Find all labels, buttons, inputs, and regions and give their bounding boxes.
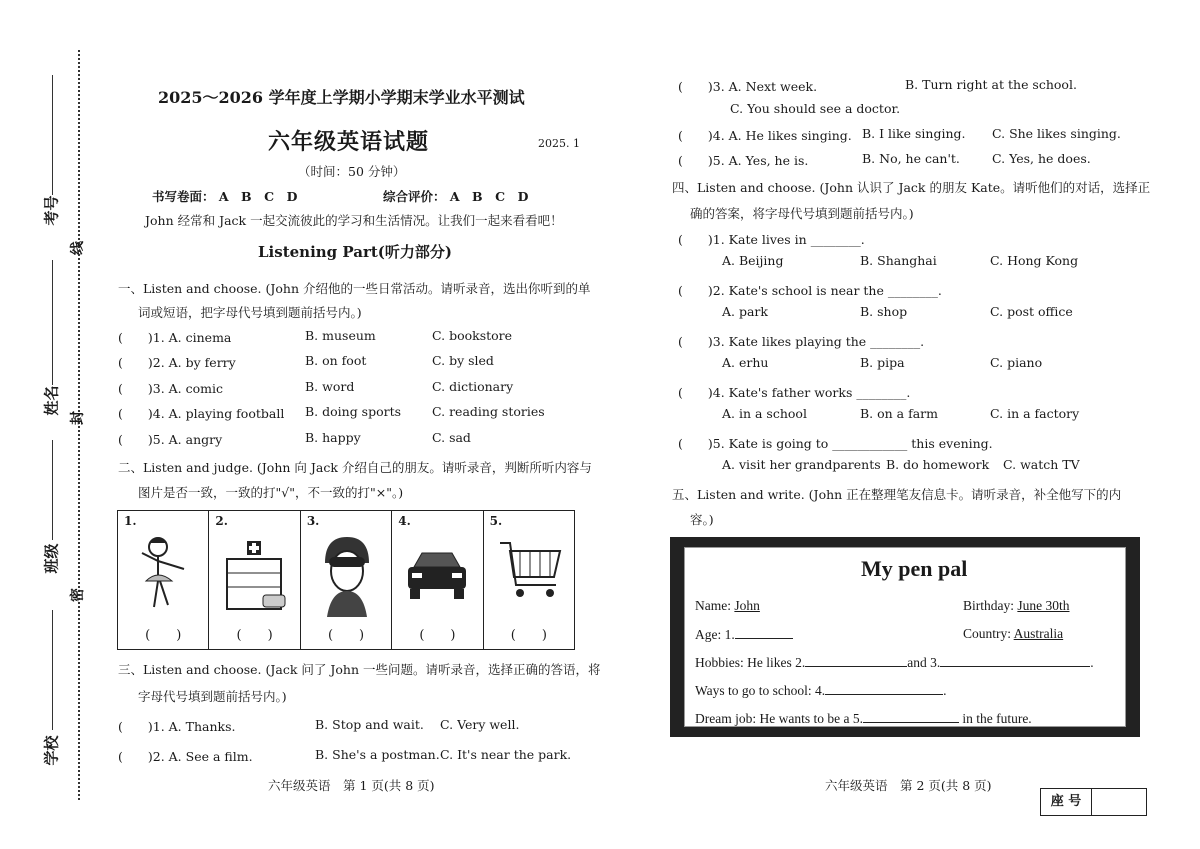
s3-q4[interactable]: ( )4. A. He likes singing. xyxy=(678,128,852,143)
s2-title-cont: 图片是否一致，一致的打"√"，不一致的打"×"。) xyxy=(138,485,404,500)
birthday-label: Birthday: xyxy=(963,598,1014,613)
hospital-icon xyxy=(219,529,289,619)
picture-number: 4. xyxy=(398,514,411,528)
s3-q2-b: B. She's a postman. xyxy=(315,747,440,762)
picture-number: 5. xyxy=(489,514,503,528)
s1-option-c-1: C. bookstore xyxy=(432,328,513,343)
page1-footer: 六年级英语 第 1 页(共 8 页) xyxy=(268,778,435,793)
hobbies-and: and 3. xyxy=(907,655,941,670)
s3-q2[interactable]: ( )2. A. See a film. xyxy=(118,749,253,764)
s4-option-c-3: C. piano xyxy=(990,355,1043,370)
age-blank[interactable] xyxy=(735,626,793,639)
s1-option-b-2: B. on foot xyxy=(305,353,367,368)
name-label: Name: xyxy=(695,598,731,613)
birthday-row xyxy=(963,598,1070,614)
school-field[interactable] xyxy=(52,610,53,730)
hobbies-row: Hobbies: He likes 2. and 3. . xyxy=(695,655,1094,670)
picture-strip xyxy=(117,510,575,650)
class-field[interactable] xyxy=(52,440,53,540)
s4-option-a-2: A. park xyxy=(722,304,768,319)
s3-q5-b: B. No, he can't. xyxy=(862,151,960,166)
dream-tail: in the future. xyxy=(962,711,1032,726)
exam-title: 2025～2026 学年度上学期小学期末学业水平测试 xyxy=(158,88,525,107)
s3-q3-c: C. You should see a doctor. xyxy=(730,101,901,116)
s1-option-c-3: C. dictionary xyxy=(432,379,514,394)
subject-title: 六年级英语试题 xyxy=(268,129,430,155)
s1-title: 一、Listen and choose. (John 介绍他的一些日常活动。请听录音，选出你听到的单 xyxy=(118,281,591,296)
s1-option-b-3: B. word xyxy=(305,379,355,394)
answer-paren-3[interactable]: ( ) xyxy=(327,628,365,643)
s1-option-c-2: C. by sled xyxy=(432,353,494,368)
picture-2 xyxy=(209,511,300,649)
hobbies-label: Hobbies: He likes 2. xyxy=(695,655,806,670)
ways-label: Ways to go to school: 4. xyxy=(695,683,826,698)
s4-option-a-1: A. Beijing xyxy=(722,253,784,268)
ways-blank[interactable] xyxy=(825,682,943,695)
birthday-value: June 30th xyxy=(1017,598,1070,613)
s3-q1-b: B. Stop and wait. xyxy=(315,717,424,732)
answer-paren-2[interactable]: ( ) xyxy=(236,628,273,643)
s3-q3[interactable]: ( )3. A. Next week. xyxy=(678,79,818,94)
s3-q1[interactable]: ( )1. A. Thanks. xyxy=(118,719,236,734)
name-value: John xyxy=(734,598,760,613)
pilot-icon xyxy=(311,529,381,619)
time-limit: （时间：50 分钟） xyxy=(298,164,406,179)
s4-option-c-1: C. Hong Kong xyxy=(990,253,1079,268)
grading-overall: 综合评价： A B C D xyxy=(383,189,529,204)
s3-q4-c: C. She likes singing. xyxy=(992,126,1121,141)
s4-question-2[interactable]: ( )2. Kate's school is near the ________. xyxy=(678,283,942,298)
picture-number: 2. xyxy=(215,514,228,528)
country-label: Country: xyxy=(963,626,1012,641)
hobby-blank-2[interactable] xyxy=(805,654,907,667)
s4-title-cont: 确的答案，将字母代号填到题前括号内。) xyxy=(690,206,914,221)
picture-1 xyxy=(118,511,209,649)
s1-option-c-5: C. sad xyxy=(432,430,471,445)
seat-number-field[interactable] xyxy=(1092,789,1146,815)
school-label: 学校 xyxy=(42,735,61,766)
answer-paren-1[interactable]: ( ) xyxy=(145,628,182,643)
s4-question-4[interactable]: ( )4. Kate's father works ________. xyxy=(678,385,911,400)
binding-char-secret: 密 xyxy=(70,588,86,602)
card-title: My pen pal xyxy=(861,556,968,581)
seat-number-box xyxy=(1040,788,1147,816)
s3-title-cont: 字母代号填到题前括号内。) xyxy=(138,689,287,704)
country-row xyxy=(963,626,1063,642)
s4-option-c-4: C. in a factory xyxy=(990,406,1080,421)
s4-option-a-4: A. in a school xyxy=(722,406,807,421)
s4-option-a-3: A. erhu xyxy=(722,355,769,370)
s4-question-3[interactable]: ( )3. Kate likes playing the ________. xyxy=(678,334,925,349)
name-row xyxy=(695,598,760,614)
ballerina-icon xyxy=(128,529,198,619)
name-field[interactable] xyxy=(52,260,53,385)
class-label: 班级 xyxy=(42,543,61,574)
exam-number-label: 考号 xyxy=(42,195,61,226)
s4-question-5[interactable]: ( )5. Kate is going to ____________ this evening. xyxy=(678,436,993,451)
seat-number-label: 座 号 xyxy=(1041,789,1092,815)
s4-option-b-3: B. pipa xyxy=(860,355,905,370)
s4-question-1[interactable]: ( )1. Kate lives in ________. xyxy=(678,232,865,247)
s3-title: 三、Listen and choose. (Jack 问了 John 一些问题。请听录音，选择正确的答语，将 xyxy=(118,662,601,677)
age-row xyxy=(695,626,793,643)
s1-question-5[interactable]: ( )5. A. angry xyxy=(118,432,223,447)
page2-footer: 六年级英语 第 2 页(共 8 页) xyxy=(825,778,992,793)
s1-question-1[interactable]: ( )1. A. cinema xyxy=(118,330,232,345)
name-label: 姓名 xyxy=(42,385,61,416)
s4-option-a-5: A. visit her grandparents xyxy=(722,457,881,472)
picture-3 xyxy=(301,511,392,649)
binding-dotted-line xyxy=(78,50,80,800)
s3-q2-c: C. It's near the park. xyxy=(440,747,572,762)
s1-option-b-1: B. museum xyxy=(305,328,376,343)
dream-label: Dream job: He wants to be a 5. xyxy=(695,711,863,726)
s4-option-b-2: B. shop xyxy=(860,304,908,319)
s1-option-b-4: B. doing sports xyxy=(305,404,402,419)
hobby-blank-3[interactable] xyxy=(940,654,1090,667)
answer-paren-4[interactable]: ( ) xyxy=(419,628,456,643)
exam-date: 2025. 1 xyxy=(538,137,580,150)
shopping-cart-icon xyxy=(494,529,564,619)
picture-number: 1. xyxy=(124,514,137,528)
s3-q4-b: B. I like singing. xyxy=(862,126,966,141)
exam-number-field[interactable] xyxy=(52,75,53,195)
s1-option-b-5: B. happy xyxy=(305,430,361,445)
intro-text: John 经常和 Jack 一起交流彼此的学习和生活情况。让我们一起来看看吧！ xyxy=(145,213,563,228)
s3-q5[interactable]: ( )5. A. Yes, he is. xyxy=(678,153,809,168)
age-label: Age: 1. xyxy=(695,627,735,642)
dream-row xyxy=(695,710,1032,727)
pen-pal-card-body xyxy=(684,547,1126,727)
car-icon xyxy=(402,529,472,619)
picture-5 xyxy=(484,511,574,649)
s4-option-c-2: C. post office xyxy=(990,304,1073,319)
s3-q5-c: C. Yes, he does. xyxy=(992,151,1091,166)
grading-writing: 书写卷面： A B C D xyxy=(152,189,298,204)
s4-title: 四、Listen and choose. (John 认识了 Jack 的朋友 Kate。请听他们的对话，选择正 xyxy=(672,180,1151,195)
s5-title-cont: 容。) xyxy=(690,512,714,527)
s4-option-b-4: B. on a farm xyxy=(860,406,939,421)
ways-row: Ways to go to school: 4. . xyxy=(695,683,947,698)
s2-title: 二、Listen and judge. (John 向 Jack 介绍自己的朋友。请听录音，判断所听内容与 xyxy=(118,460,592,475)
s4-option-b-5: B. do homework xyxy=(886,457,990,472)
answer-paren-5[interactable]: ( ) xyxy=(510,628,547,643)
pen-pal-card xyxy=(670,537,1140,737)
listening-part-heading: Listening Part(听力部分) xyxy=(258,243,453,261)
s1-question-3[interactable]: ( )3. A. comic xyxy=(118,381,224,396)
picture-number: 3. xyxy=(306,514,320,528)
binding-char-line: 线 xyxy=(70,241,86,255)
picture-4 xyxy=(392,511,483,649)
s3-q3-b: B. Turn right at the school. xyxy=(905,77,1077,92)
binding-char-seal: 封 xyxy=(70,411,86,425)
s1-question-2[interactable]: ( )2. A. by ferry xyxy=(118,355,236,370)
s1-title-cont: 词或短语，把字母代号填到题前括号内。) xyxy=(138,305,362,320)
s5-title: 五、Listen and write. (John 正在整理笔友信息卡。请听录音，补全他写下的内 xyxy=(672,487,1122,502)
country-value: Australia xyxy=(1013,626,1064,641)
s4-option-b-1: B. Shanghai xyxy=(860,253,937,268)
s1-option-c-4: C. reading stories xyxy=(432,404,545,419)
s4-option-c-5: C. watch TV xyxy=(1003,457,1080,472)
s3-q1-c: C. Very well. xyxy=(440,717,520,732)
dream-blank[interactable] xyxy=(863,710,959,723)
s1-question-4[interactable]: ( )4. A. playing football xyxy=(118,406,285,421)
